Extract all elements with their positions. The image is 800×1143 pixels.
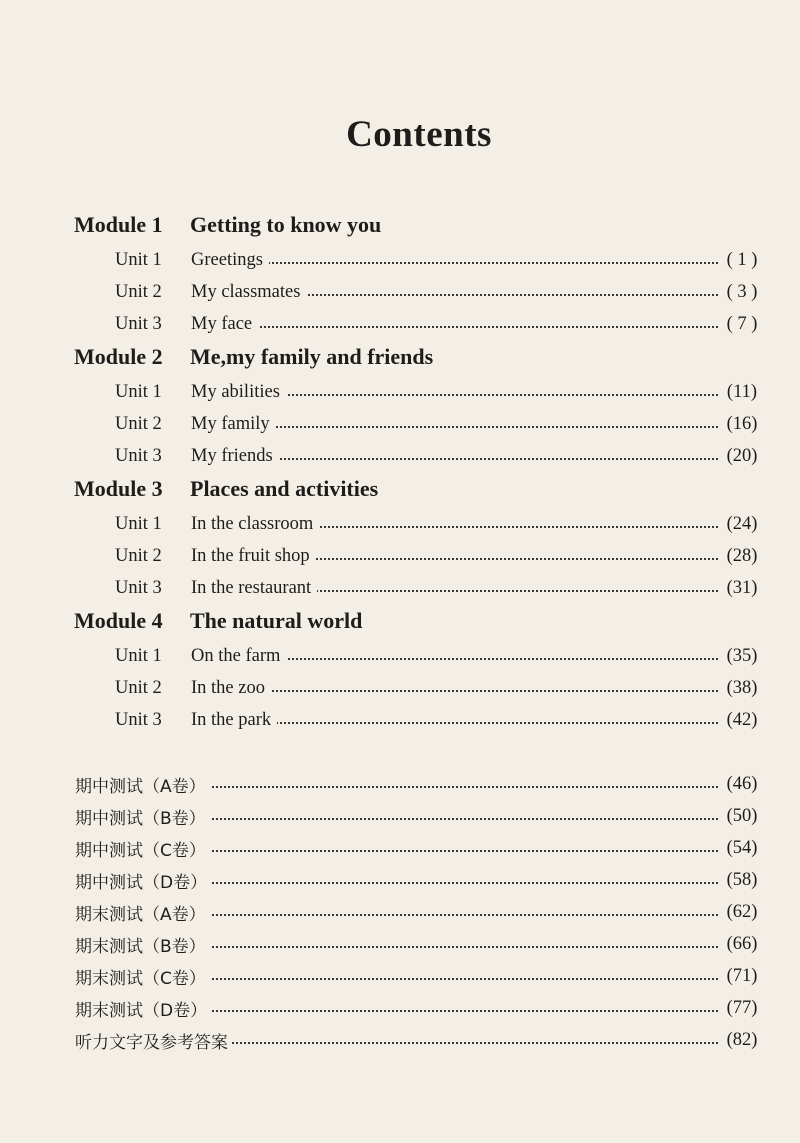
page-number: (42)	[718, 710, 766, 731]
toc-entry-test[interactable]	[0, 961, 800, 991]
toc-entry[interactable]	[0, 541, 800, 571]
module-label: Module 2	[74, 344, 163, 369]
unit-label: Unit 1	[115, 249, 162, 270]
unit-title: Greetings	[191, 250, 269, 271]
toc-entry-test[interactable]	[0, 865, 800, 895]
unit-title: My face	[191, 314, 258, 335]
module-label: Module 1	[74, 212, 163, 237]
page-title: Contents	[346, 114, 492, 155]
unit-title: My friends	[191, 446, 279, 467]
page-number: (54)	[718, 838, 766, 859]
test-title: 期中测试（C卷）	[75, 836, 210, 861]
unit-label: Unit 2	[115, 413, 162, 434]
toc-entry[interactable]	[0, 277, 800, 307]
module-name: Getting to know you	[190, 212, 382, 237]
page-number: (11)	[718, 382, 766, 403]
page-number: (24)	[718, 514, 766, 535]
toc-entry[interactable]	[0, 309, 800, 339]
unit-label: Unit 3	[115, 445, 162, 466]
test-title: 期中测试（A卷）	[75, 772, 210, 797]
toc-entry-test[interactable]	[0, 929, 800, 959]
toc-entry[interactable]	[0, 377, 800, 407]
toc-entry[interactable]	[0, 673, 800, 703]
unit-label: Unit 1	[115, 645, 162, 666]
test-title: 期中测试（D卷）	[75, 868, 211, 893]
module-heading	[74, 608, 362, 634]
page-number: (28)	[718, 546, 766, 567]
test-title: 期末测试（A卷）	[75, 900, 210, 925]
toc-entry-test[interactable]	[0, 1025, 800, 1055]
page-number: (50)	[718, 806, 766, 827]
dot-leader	[191, 262, 718, 264]
toc-entry[interactable]	[0, 573, 800, 603]
toc-entry-test[interactable]	[0, 801, 800, 831]
unit-title: In the park	[191, 710, 277, 731]
unit-label: Unit 3	[115, 577, 162, 598]
unit-label: Unit 1	[115, 513, 162, 534]
page-number: (82)	[718, 1030, 766, 1051]
page-number: (66)	[718, 934, 766, 955]
module-heading	[74, 344, 433, 370]
page-number: ( 1 )	[718, 250, 766, 271]
toc-entry-test[interactable]	[0, 833, 800, 863]
toc-entry[interactable]	[0, 441, 800, 471]
page-number: (31)	[718, 578, 766, 599]
module-label: Module 3	[74, 476, 163, 501]
page-number: ( 7 )	[718, 314, 766, 335]
page-number: (77)	[718, 998, 766, 1019]
module-name: The natural world	[190, 608, 363, 633]
module-heading	[74, 212, 381, 238]
toc-entry[interactable]	[0, 245, 800, 275]
unit-title: My abilities	[191, 382, 286, 403]
unit-title: In the restaurant	[191, 578, 317, 599]
unit-label: Unit 3	[115, 709, 162, 730]
module-name: Places and activities	[190, 476, 379, 501]
page-number: (38)	[718, 678, 766, 699]
module-name: Me,my family and friends	[190, 344, 434, 369]
page-number: ( 3 )	[718, 282, 766, 303]
module-label: Module 4	[74, 608, 163, 633]
page-number: (58)	[718, 870, 766, 891]
page-number: (20)	[718, 446, 766, 467]
dot-leader	[191, 326, 718, 328]
page-number: (46)	[718, 774, 766, 795]
toc-entry[interactable]	[0, 705, 800, 735]
test-title: 期末测试（D卷）	[75, 996, 211, 1021]
test-title: 期中测试（B卷）	[75, 804, 210, 829]
unit-title: In the fruit shop	[191, 546, 316, 567]
test-title: 期末测试（B卷）	[75, 932, 210, 957]
page-number: (16)	[718, 414, 766, 435]
page-number: (35)	[718, 646, 766, 667]
module-heading	[74, 476, 378, 502]
unit-label: Unit 2	[115, 677, 162, 698]
test-title: 期末测试（C卷）	[75, 964, 210, 989]
unit-title: My family	[191, 414, 276, 435]
unit-label: Unit 2	[115, 281, 162, 302]
unit-title: On the farm	[191, 646, 286, 667]
toc-entry-test[interactable]	[0, 769, 800, 799]
unit-title: In the zoo	[191, 678, 271, 699]
toc-entry[interactable]	[0, 641, 800, 671]
toc-entry-test[interactable]	[0, 993, 800, 1023]
toc-entry-test[interactable]	[0, 897, 800, 927]
toc-entry[interactable]	[0, 409, 800, 439]
page-number: (62)	[718, 902, 766, 923]
unit-label: Unit 1	[115, 381, 162, 402]
unit-label: Unit 3	[115, 313, 162, 334]
unit-title: My classmates	[191, 282, 306, 303]
page-number: (71)	[718, 966, 766, 987]
unit-label: Unit 2	[115, 545, 162, 566]
unit-title: In the classroom	[191, 514, 319, 535]
test-title: 听力文字及参考答案	[75, 1028, 232, 1053]
toc-entry[interactable]	[0, 509, 800, 539]
